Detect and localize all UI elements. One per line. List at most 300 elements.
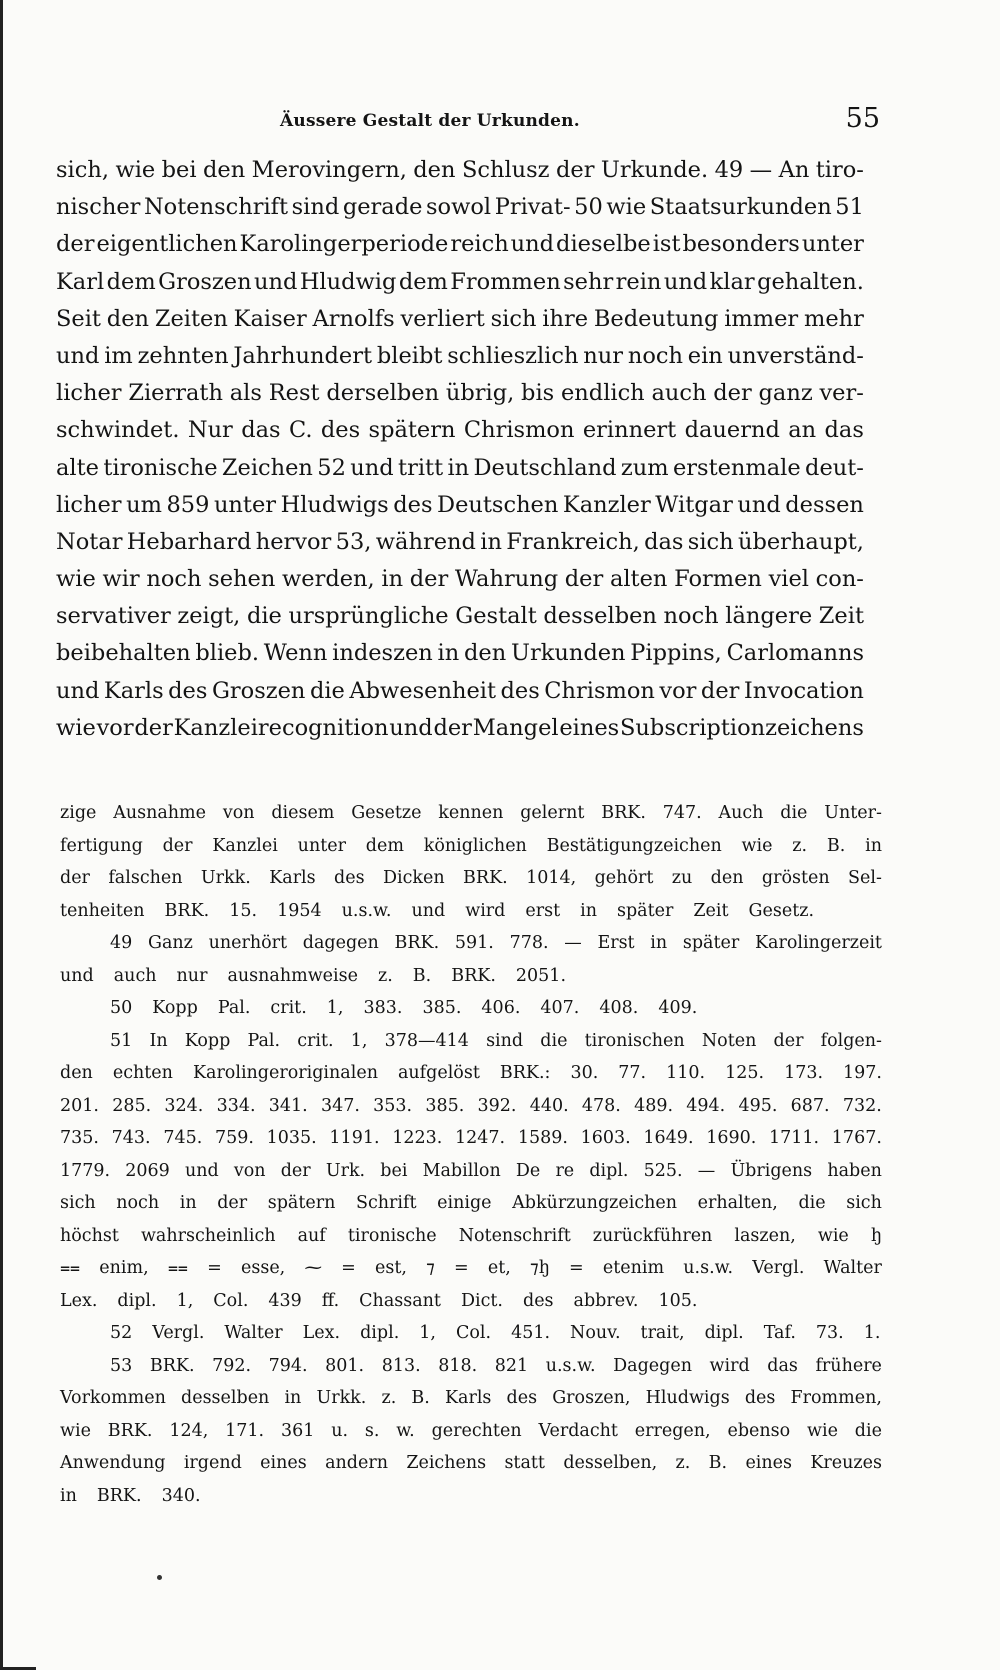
page-number: 55 — [845, 103, 880, 134]
text-line — [56, 524, 864, 561]
word: dem — [106, 268, 156, 295]
word: z. — [792, 835, 808, 856]
word: Frankreich, — [506, 528, 640, 555]
word: crit. — [297, 1030, 334, 1051]
word: spätern — [267, 1193, 336, 1213]
word: dagegen — [302, 933, 379, 953]
word: der — [134, 714, 173, 741]
word: 53, — [335, 528, 372, 555]
word: viel — [768, 566, 809, 593]
word: 1779. — [60, 1160, 111, 1181]
word: erstenmale — [672, 454, 801, 481]
word: z. — [377, 965, 393, 986]
word: Rest — [268, 380, 320, 407]
word: grösten — [761, 868, 830, 888]
word: 1767. — [831, 1128, 882, 1148]
text-line — [56, 710, 864, 747]
word: 1, — [419, 1323, 436, 1343]
word: den — [710, 868, 744, 888]
word: nischer — [56, 194, 141, 221]
word: Staatsurkunden — [649, 194, 832, 221]
word: Dagegen — [613, 1355, 692, 1376]
word: wird — [465, 900, 506, 921]
word: Lex. — [302, 1323, 341, 1343]
word: Lex. — [60, 1290, 98, 1311]
word: haben — [827, 1160, 882, 1181]
word: und — [350, 454, 394, 481]
word: und — [254, 268, 298, 295]
word: des — [744, 1388, 776, 1408]
word: den — [464, 640, 507, 667]
word: derselben — [326, 380, 440, 407]
word: 743. — [111, 1128, 151, 1148]
word: das — [241, 417, 281, 444]
word: Abwesenheit — [349, 677, 496, 704]
word: Formen — [674, 566, 762, 593]
word: Kreuzes — [810, 1453, 882, 1473]
word: 408. — [599, 998, 639, 1018]
word: und — [737, 491, 781, 518]
word: Zeichens — [406, 1453, 487, 1473]
word: gelernt — [520, 803, 585, 823]
word: Hludwigs — [280, 491, 389, 518]
word: noch — [146, 566, 202, 593]
word: servativer — [56, 603, 171, 630]
word: Kopp — [152, 998, 198, 1018]
word: längere — [725, 603, 813, 630]
word: 813. — [381, 1355, 421, 1376]
word: rein — [615, 268, 662, 295]
word: Karolingerperiode — [239, 231, 449, 258]
word: Erst — [597, 933, 635, 953]
word: dessen — [785, 491, 864, 518]
word: 334. — [216, 1095, 256, 1116]
word: werden, — [282, 566, 375, 593]
word: das — [824, 417, 864, 444]
word: Chrismon — [463, 417, 575, 444]
word: 1, — [326, 998, 344, 1018]
word: klar — [709, 268, 755, 295]
word: und — [510, 231, 555, 258]
word: Karl — [56, 268, 105, 295]
word: sehen — [208, 566, 276, 593]
word: an — [788, 417, 817, 444]
word: Urkk. — [316, 1388, 367, 1408]
word: B. — [412, 965, 432, 986]
word: noch — [663, 603, 719, 630]
word: 125. — [725, 1063, 765, 1083]
word: — — [564, 933, 582, 953]
word: trait, — [640, 1323, 685, 1343]
word: andern — [325, 1453, 388, 1473]
word: Ausnahme — [113, 803, 207, 823]
word: Gesetz. — [748, 900, 815, 921]
footnote-line — [60, 831, 882, 864]
word: Pippins, — [630, 640, 722, 667]
word: tironische — [103, 454, 218, 481]
word: während — [375, 528, 476, 555]
word: 51 — [110, 1030, 133, 1051]
word: — — [749, 157, 773, 183]
word: Abkürzungzeichen — [512, 1193, 678, 1213]
word: erst — [525, 900, 561, 921]
footnote-line — [60, 1416, 882, 1449]
word: zeigt, — [177, 603, 241, 630]
word: 591. — [454, 933, 494, 953]
word: Gestalt — [455, 603, 537, 630]
footnote-line — [60, 1058, 882, 1091]
word: Zeichen — [221, 454, 313, 481]
word: um — [126, 491, 162, 518]
word: u.s.w. — [683, 1258, 734, 1278]
word: fertigung — [60, 835, 143, 856]
word: 53 — [110, 1355, 133, 1376]
word: der — [564, 566, 604, 593]
word: u. — [331, 1420, 349, 1441]
word: 818. — [438, 1355, 478, 1376]
word: Karolingerzeit — [754, 933, 882, 953]
word: kennen — [438, 803, 504, 823]
word: u.s.w. — [341, 900, 392, 921]
word: in — [437, 640, 460, 667]
word: An — [778, 157, 810, 183]
word: Zeiten — [154, 305, 228, 332]
word: einige — [437, 1193, 492, 1213]
word: laszen, — [734, 1225, 796, 1246]
word: BRK. — [107, 1420, 153, 1441]
word: schwindet. — [56, 417, 180, 444]
word: 1954 — [277, 900, 322, 921]
word: tiro- — [815, 157, 864, 183]
word: BRK. — [149, 1355, 195, 1376]
word: Notenschrift — [458, 1225, 571, 1246]
word: Kopp — [184, 1030, 231, 1051]
word: Pal. — [247, 1030, 281, 1051]
text-line — [56, 226, 864, 263]
text-line — [56, 301, 864, 338]
word: Karls — [103, 677, 164, 704]
word: BRK. — [601, 803, 646, 823]
word: reich — [450, 231, 509, 258]
word: dipl. — [589, 1160, 629, 1181]
footnote-line — [60, 1448, 882, 1481]
word: 1014, — [526, 868, 577, 888]
word: enim, — [99, 1258, 149, 1278]
word: sich — [490, 305, 537, 332]
word: ꜧ — [870, 1225, 882, 1246]
word: Privat- — [494, 194, 571, 221]
word: 792. — [212, 1355, 252, 1376]
word: ⩵ — [167, 1258, 188, 1278]
word: schlieszlich — [447, 342, 579, 369]
word: unerhört — [208, 933, 288, 953]
word: mehr — [804, 305, 864, 332]
word: zurückführen — [592, 1225, 713, 1246]
word: dipl. — [704, 1323, 744, 1343]
footnote-line — [60, 1091, 882, 1124]
word: = — [454, 1258, 469, 1278]
word: 353. — [373, 1095, 413, 1116]
word: 105. — [658, 1290, 698, 1311]
word: Mangel — [472, 714, 559, 741]
word: noch — [627, 342, 683, 369]
word: 385. — [422, 998, 462, 1018]
word: 859 — [166, 491, 210, 518]
word: 687. — [790, 1095, 830, 1116]
word: im — [104, 342, 133, 369]
word: Zeit — [818, 603, 864, 630]
page-edge-left — [0, 0, 3, 1670]
word: est, — [374, 1258, 407, 1278]
word: 794. — [268, 1355, 308, 1376]
word: Merovingern, — [251, 157, 407, 183]
text-line — [56, 152, 864, 189]
word: 494. — [686, 1095, 726, 1116]
word: Walter — [224, 1323, 283, 1343]
word: = — [569, 1258, 584, 1278]
word: den — [413, 157, 456, 183]
footnote-line — [60, 1383, 882, 1416]
word: Notar — [56, 528, 123, 555]
word: der — [162, 835, 193, 856]
word: den — [203, 157, 246, 183]
word: diesem — [271, 803, 335, 823]
word: 50 — [110, 998, 133, 1018]
footnotes — [60, 798, 882, 1513]
word: zige — [60, 803, 97, 823]
word: Hebarhard — [126, 528, 252, 555]
word: des — [320, 417, 361, 444]
word: ganz — [758, 380, 813, 407]
word: Karls — [269, 868, 316, 888]
word: noch — [116, 1193, 160, 1213]
word: tironischen — [584, 1030, 685, 1051]
word: Noten — [701, 1030, 757, 1051]
word: ver- — [819, 380, 864, 407]
running-title: Äussere Gestalt der Urkunden. — [280, 111, 580, 131]
footnote-line — [60, 1123, 882, 1156]
word: spätern — [368, 417, 456, 444]
text-line — [56, 450, 864, 487]
word: der — [280, 1160, 311, 1181]
word: 1603. — [580, 1128, 631, 1148]
word: ⁓ — [304, 1258, 322, 1278]
word: Gesetze — [351, 803, 422, 823]
word: 735. — [60, 1128, 99, 1148]
word: wahrscheinlich — [140, 1225, 276, 1246]
word: 51 — [835, 194, 864, 221]
word: auch — [651, 380, 707, 407]
word: endlich — [560, 380, 645, 407]
word: ausnahmweise — [227, 965, 358, 986]
word: 1247. — [455, 1128, 506, 1148]
word: den — [106, 305, 150, 332]
word: wie — [60, 1420, 91, 1441]
word: bis — [521, 380, 555, 407]
word: Chassant — [359, 1290, 441, 1311]
footnote-line — [60, 1188, 882, 1221]
word: desselben — [181, 1388, 270, 1408]
word: 1. — [863, 1323, 881, 1343]
word: 340. — [161, 1485, 201, 1506]
text-line — [56, 598, 864, 635]
word: sich — [60, 1193, 96, 1213]
word: Deutschen — [437, 491, 559, 518]
footnote-line — [60, 1481, 882, 1514]
word: vor — [659, 677, 697, 704]
word: Carlomanns — [726, 640, 864, 667]
word: 495. — [738, 1095, 778, 1116]
word: 1, — [350, 1030, 368, 1051]
word: ihre — [542, 305, 589, 332]
word: z. — [381, 1388, 397, 1408]
word: Anwendung — [60, 1453, 166, 1473]
word: bei — [380, 1160, 408, 1181]
word: der — [433, 714, 472, 741]
word: 1690. — [706, 1128, 757, 1148]
word: der — [217, 1193, 248, 1213]
word: in — [580, 900, 597, 921]
text-line — [56, 561, 864, 598]
word: BRK.: — [499, 1063, 551, 1083]
word: 409. — [658, 998, 698, 1018]
word: Groszen — [158, 268, 252, 295]
word: 1191. — [329, 1128, 380, 1148]
word: gehalten. — [757, 268, 864, 295]
word: der — [773, 1030, 804, 1051]
footnote-line — [60, 798, 882, 831]
word: unter — [801, 231, 864, 258]
word: BRK. — [394, 933, 440, 953]
word: 2069 — [125, 1160, 170, 1181]
word: 385. — [425, 1095, 465, 1116]
word: ⩵ — [60, 1258, 81, 1278]
word: vor — [96, 714, 134, 741]
word: bleibt — [376, 342, 443, 369]
footnote-line — [60, 928, 882, 961]
word: indeszen — [332, 640, 433, 667]
word: con- — [815, 566, 864, 593]
word: besonders — [682, 231, 800, 258]
word: Zeit — [693, 900, 729, 921]
word: abbrev. — [573, 1290, 639, 1311]
word: der — [60, 868, 90, 888]
word: sich, — [56, 157, 109, 183]
word: in — [284, 1388, 302, 1408]
word: s. — [364, 1420, 380, 1441]
word: Col. — [455, 1323, 492, 1343]
word: Vergl. — [752, 1258, 805, 1278]
word: tritt — [398, 454, 444, 481]
word: sich — [687, 528, 734, 555]
word: Karls — [444, 1388, 492, 1408]
word: in — [650, 933, 668, 953]
word: 49 — [110, 933, 133, 953]
word: 49 — [714, 157, 744, 183]
word: 525. — [643, 1160, 683, 1181]
word: ist — [652, 231, 681, 258]
word: 451. — [511, 1323, 551, 1343]
word: wir — [102, 566, 140, 593]
word: Vorkommen — [60, 1388, 166, 1408]
word: Nur — [187, 417, 233, 444]
word: wie — [606, 194, 647, 221]
text-line — [56, 412, 864, 449]
word: 1649. — [643, 1128, 694, 1148]
word: 1223. — [392, 1128, 443, 1148]
word: echten — [112, 1063, 173, 1083]
word: BRK. — [96, 1485, 142, 1506]
word: dipl. — [360, 1323, 400, 1343]
word: gerade — [342, 194, 423, 221]
word: re — [555, 1160, 575, 1181]
word: die — [246, 603, 282, 630]
word: ff. — [321, 1290, 340, 1311]
word: 285. — [112, 1095, 152, 1116]
word: Ganz — [147, 933, 193, 953]
word: = — [341, 1258, 356, 1278]
word: Seit — [56, 305, 101, 332]
word: zu — [671, 868, 693, 888]
word: 30. — [570, 1063, 599, 1083]
word: und — [389, 714, 433, 741]
word: u.s.w. — [545, 1355, 596, 1376]
word: Mabillon — [422, 1160, 501, 1181]
word: 50 — [574, 194, 603, 221]
word: ursprüngliche — [288, 603, 449, 630]
word: C. — [288, 417, 313, 444]
word: Unter- — [824, 803, 882, 823]
word: eigentlichen — [96, 231, 238, 258]
word: auf — [297, 1225, 326, 1246]
word: hervor — [255, 528, 332, 555]
word: ⁊ — [426, 1258, 435, 1278]
word: 407. — [540, 998, 580, 1018]
word: 489. — [634, 1095, 674, 1116]
word: wie — [817, 1225, 849, 1246]
word: blieb. — [195, 640, 260, 667]
word: B. — [411, 1388, 430, 1408]
word: des — [393, 491, 433, 518]
footnote-line — [60, 993, 882, 1026]
word: z. — [675, 1453, 691, 1473]
word: Urkunden — [510, 640, 626, 667]
word: Kanzlei — [212, 835, 278, 856]
word: des — [168, 677, 208, 704]
word: Groszen, — [552, 1388, 631, 1408]
word: frühere — [815, 1355, 882, 1376]
word: 197. — [843, 1063, 882, 1083]
word: des — [523, 1290, 554, 1311]
word: Walter — [823, 1258, 882, 1278]
word: Frommen, — [790, 1388, 882, 1408]
word: in — [381, 566, 404, 593]
word: tironische — [347, 1225, 437, 1246]
word: Dicken — [382, 868, 445, 888]
word: dauernd — [684, 417, 780, 444]
word: die — [780, 803, 808, 823]
word: Sel- — [848, 868, 882, 888]
word: von — [233, 1160, 266, 1181]
word: Notenschrift — [143, 194, 289, 221]
word: 110. — [666, 1063, 706, 1083]
word: erregen, — [634, 1420, 711, 1441]
text-line — [56, 189, 864, 226]
word: 392. — [477, 1095, 517, 1116]
word: zum — [620, 454, 669, 481]
text-line — [56, 635, 864, 672]
footnote-line — [60, 1318, 882, 1351]
